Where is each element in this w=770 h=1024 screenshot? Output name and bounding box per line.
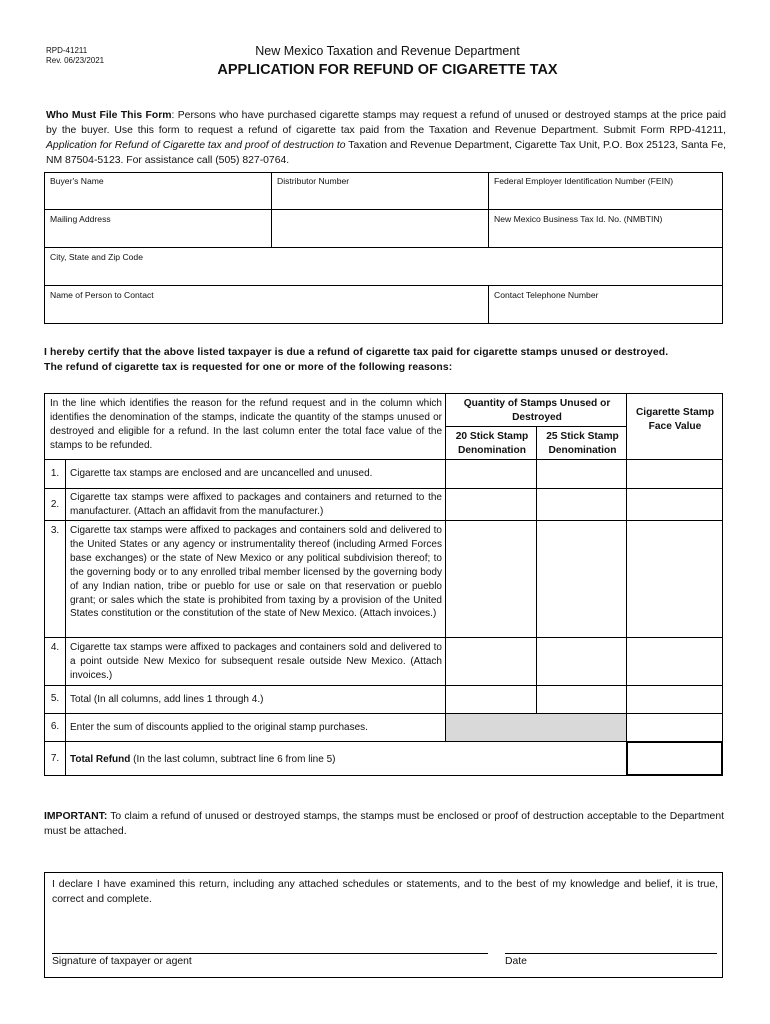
mailing-address-field-ext[interactable]: [271, 209, 489, 248]
row-7-bold: Total Refund: [70, 754, 131, 765]
row-5-value-input[interactable]: [626, 685, 723, 714]
table-row: [65, 459, 446, 489]
date-label: Date: [505, 956, 527, 967]
row-2-num: 2.: [50, 499, 60, 510]
row-2-col20-input[interactable]: [445, 488, 537, 521]
row-7-num: 7.: [50, 753, 60, 764]
intro-text-2: Taxation and Revenue Department, Cigarette Tax Unit, P.O. Box 25123, Santa Fe, NM 87504-5123. For assistance call (505) 827-0764.: [46, 140, 727, 166]
mailing-address-label: Mailing Address: [50, 214, 111, 224]
signature-label: Signature of taxpayer or agent: [52, 956, 192, 967]
fein-field[interactable]: [488, 172, 723, 210]
row-2-col25-input[interactable]: [536, 488, 627, 521]
col-25-header-cell: [536, 426, 627, 460]
row-2-num-cell: [44, 488, 66, 521]
buyer-name-label: Buyer's Name: [50, 176, 104, 186]
row-4-text: Cigarette tax stamps were affixed to packages and containers sold and delivered to a point outside New Mexico for subsequent resale outside New Mexico. (Attach invoices.): [70, 642, 442, 681]
intro-text-1: : Persons who have purchased cigarette stamps may request a refund of unused or destroyed stamps at the price paid by the buyer. Use this form to request a refund of cigarette tax paid from the Taxation and Revenue Department. Submit Form RPD-41211,: [46, 110, 726, 136]
row-1-num: 1.: [50, 468, 60, 479]
signature-line[interactable]: [52, 953, 488, 954]
row-6-text: Enter the sum of discounts applied to the original stamp purchases.: [70, 722, 368, 733]
row-1-value-input[interactable]: [626, 459, 723, 489]
row-2-text: Cigarette tax stamps were affixed to packages and containers and returned to the manufacturer. (Attach an affidavit from the manufacturer.): [70, 492, 442, 517]
declaration-text: I declare I have examined this return, including any attached schedules or statements, and to the best of my knowledge and belief, it is true, correct and complete.: [52, 879, 718, 905]
table-row: [65, 685, 446, 714]
col-25-header: 25 Stick Stamp Denomination: [546, 431, 619, 456]
row-6-shaded-cell: [445, 713, 627, 742]
row-5-col20-input[interactable]: [445, 685, 537, 714]
important-label: IMPORTANT:: [44, 811, 108, 822]
intro-paragraph: [46, 108, 726, 168]
fein-label: Federal Employer Identification Number (FEIN): [494, 176, 674, 186]
important-text: To claim a refund of unused or destroyed stamps, the stamps must be enclosed or proof of destruction acceptable to the Department must be attached.: [44, 811, 724, 837]
col-20-header: 20 Stick Stamp Denomination: [455, 431, 529, 456]
row-4-value-input[interactable]: [626, 637, 723, 686]
table-row: [65, 713, 446, 742]
contact-phone-field[interactable]: [488, 285, 723, 324]
col-20-header-cell: [445, 426, 537, 460]
intro-italic: Application for Refund of Cigarette tax and proof of destruction to: [46, 140, 346, 151]
date-line[interactable]: [505, 953, 717, 954]
revision: Rev. 06/23/2021: [46, 56, 105, 65]
distributor-number-label: Distributor Number: [277, 176, 350, 186]
certify-line-1: I hereby certify that the above listed taxpayer is due a refund of cigarette tax paid for cigarette stamps unused or destroyed.: [44, 347, 669, 358]
table-row: [65, 741, 627, 776]
row-2-value-input[interactable]: [626, 488, 723, 521]
row-5-text: Total (In all columns, add lines 1 through 4.): [70, 694, 264, 705]
table-instructions-cell: [44, 393, 446, 460]
row-5-num-cell: [44, 685, 66, 714]
row-4-col25-input[interactable]: [536, 637, 627, 686]
table-row: [65, 520, 446, 638]
row-4-num-cell: [44, 637, 66, 686]
contact-name-field[interactable]: [44, 285, 489, 324]
nmbtin-label: New Mexico Business Tax Id. No. (NMBTIN): [494, 214, 663, 224]
row-4-num: 4.: [50, 642, 60, 653]
row-4-col20-input[interactable]: [445, 637, 537, 686]
qty-header-cell: [445, 393, 627, 427]
intro-label: Who Must File This Form: [46, 110, 172, 121]
row-1-col20-input[interactable]: [445, 459, 537, 489]
row-1-num-cell: [44, 459, 66, 489]
row-7-num-cell: [44, 741, 66, 776]
city-state-zip-field[interactable]: [44, 247, 723, 286]
row-6-value-input[interactable]: [626, 713, 723, 742]
face-value-header: Cigarette Stamp Face Value: [635, 407, 715, 432]
row-5-col25-input[interactable]: [536, 685, 627, 714]
table-row: [65, 488, 446, 521]
buyer-name-field[interactable]: [44, 172, 272, 210]
distributor-number-field[interactable]: [271, 172, 489, 210]
form-id: RPD-41211: [46, 46, 88, 55]
row-3-text: Cigarette tax stamps were affixed to packages and containers sold and delivered to the United States or any agency or instrumentality thereof (including Armed Forces base exchanges) or the state of New Mexico or any political subdivision thereof; to the governing body or to any enrolled tribal member licensed by the governing body of any Indian nation, tribe or pueblo for use or sale on that reservation or pueblo grant; or sales which the state is prohibited from taxing by a provision of the United States constitution or the constitution of the state of New Mexico. (Attach invoices.): [70, 525, 442, 620]
row-3-value-input[interactable]: [626, 520, 723, 638]
row-1-text: Cigarette tax stamps are enclosed and are uncancelled and unused.: [70, 468, 373, 479]
mailing-address-field[interactable]: [44, 209, 272, 248]
table-row: [65, 637, 446, 686]
row-3-num: 3.: [50, 525, 60, 536]
contact-phone-label: Contact Telephone Number: [494, 290, 599, 300]
row-6-num-cell: [44, 713, 66, 742]
row-6-num: 6.: [50, 721, 60, 732]
department-name: New Mexico Taxation and Revenue Department: [255, 44, 520, 58]
row-3-num-cell: [44, 520, 66, 638]
page-title: APPLICATION FOR REFUND OF CIGARETTE TAX: [217, 62, 558, 78]
table-instructions: In the line which identifies the reason for the refund request and in the column which identifies the denomination of the stamps, indicate the quantity of the stamps unused or destroyed and eligible for a refund. In the last column enter the total face value of the stamps to be refunded.: [50, 398, 442, 451]
certify-line-2: The refund of cigarette tax is requested for one or more of the following reasons:: [44, 362, 453, 373]
total-refund-input[interactable]: [626, 741, 723, 776]
row-3-col20-input[interactable]: [445, 520, 537, 638]
row-7-text: (In the last column, subtract line 6 from line 5): [130, 754, 336, 765]
row-1-col25-input[interactable]: [536, 459, 627, 489]
row-5-num: 5.: [50, 693, 60, 704]
nmbtin-field[interactable]: [488, 209, 723, 248]
declaration-box: [44, 872, 723, 978]
face-value-header-cell: [626, 393, 723, 460]
city-state-zip-label: City, State and Zip Code: [50, 252, 143, 262]
qty-header: Quantity of Stamps Unused or Destroyed: [463, 398, 611, 423]
important-note: [44, 809, 724, 839]
contact-name-label: Name of Person to Contact: [50, 290, 154, 300]
row-3-col25-input[interactable]: [536, 520, 627, 638]
